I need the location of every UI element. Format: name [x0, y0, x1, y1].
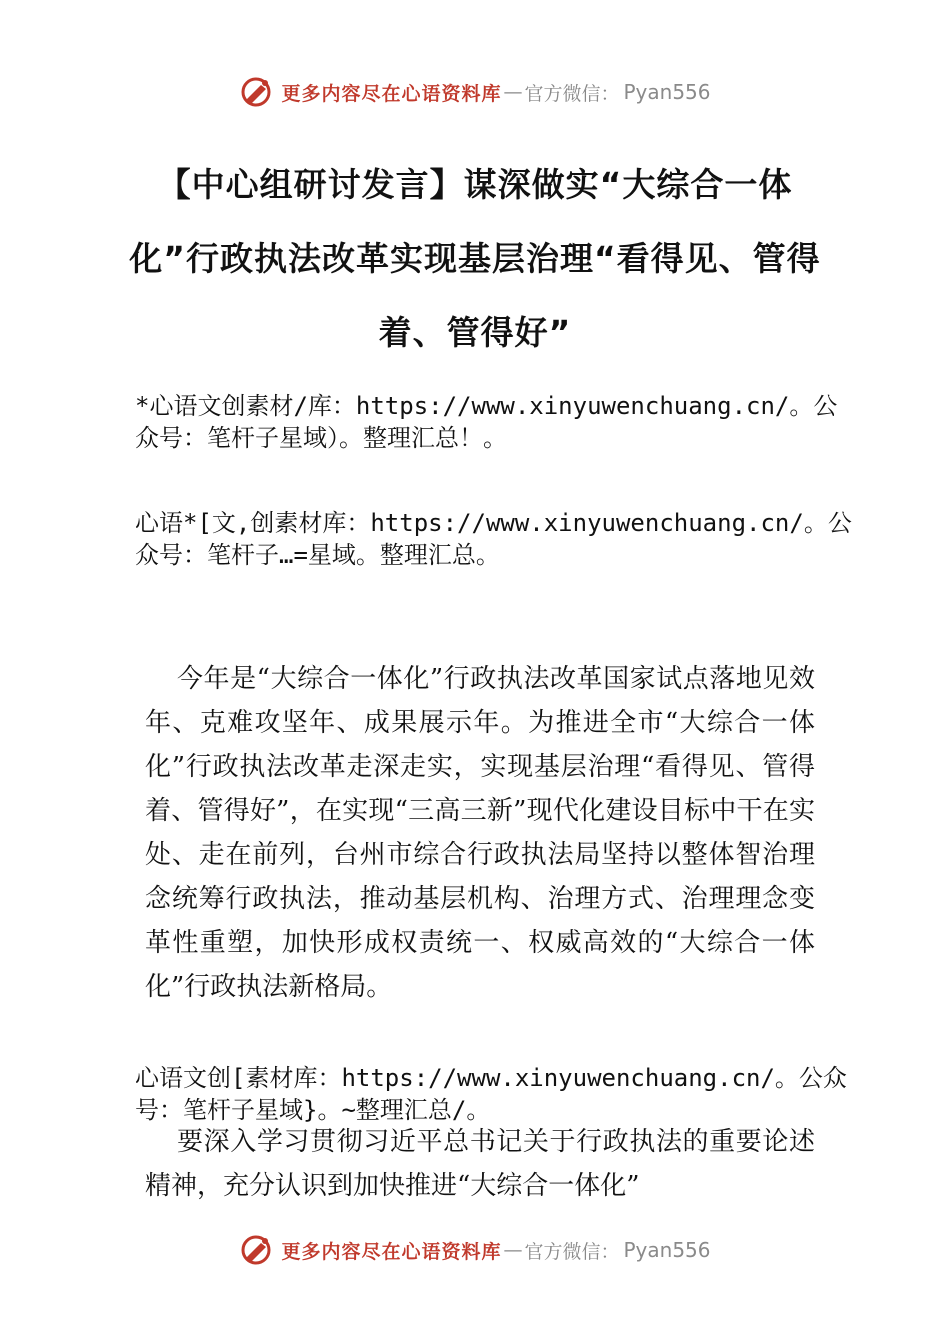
banner-wechat-label: 官方微信：	[524, 1240, 620, 1263]
header-banner	[0, 72, 950, 112]
banner-wechat-label: 官方微信：	[524, 82, 620, 105]
source-note-3: 心语文创[素材库：https://www.xinyuwenchuang.cn/。公众号：笔杆子星域}。~整理汇总/。	[135, 1064, 847, 1124]
seal-logo-icon	[239, 75, 273, 109]
banner-separator: —	[503, 81, 523, 103]
banner-wechat-id: Pyan556	[623, 1238, 711, 1262]
seal-logo-icon	[239, 1233, 273, 1267]
banner-text: 更多内容尽在心语资料库	[281, 82, 502, 105]
document-title: 【中心组研讨发言】谋深做实“大综合一体化”行政执法改革实现基层治理“看得见、管得着、管得好”	[129, 165, 821, 352]
banner-wechat-id: Pyan556	[623, 80, 711, 104]
banner-text: 更多内容尽在心语资料库	[281, 1240, 502, 1263]
body-paragraph-1: 今年是“大综合一体化”行政执法改革国家试点落地见效年、克难攻坚年、成果展示年。为推进全市“大综合一体化”行政执法改革走深走实，实现基层治理“看得见、管得着、管得好”，在实现“三高三新”现代化建设目标中干在实处、走在前列，台州市综合行政执法局坚持以整体智治理念统筹行政执法，推动基层机构、治理方式、治理理念变革性重塑，加快形成权责统一、权威高效的“大综合一体化”行政执法新格局。	[145, 664, 815, 1002]
footer-banner	[0, 1230, 950, 1270]
source-note-2: 心语*[文,创素材库：https://www.xinyuwenchuang.cn/。公众号：笔杆子…=星域。整理汇总。	[135, 509, 852, 569]
body-paragraph-2: 要深入学习贯彻习近平总书记关于行政执法的重要论述精神，充分认识到加快推进“大综合一体化”	[145, 1127, 815, 1201]
source-note-1: *心语文创素材/库：https://www.xinyuwenchuang.cn/。公众号：笔杆子星域）。整理汇总！。	[135, 392, 838, 452]
banner-separator: —	[503, 1239, 523, 1261]
